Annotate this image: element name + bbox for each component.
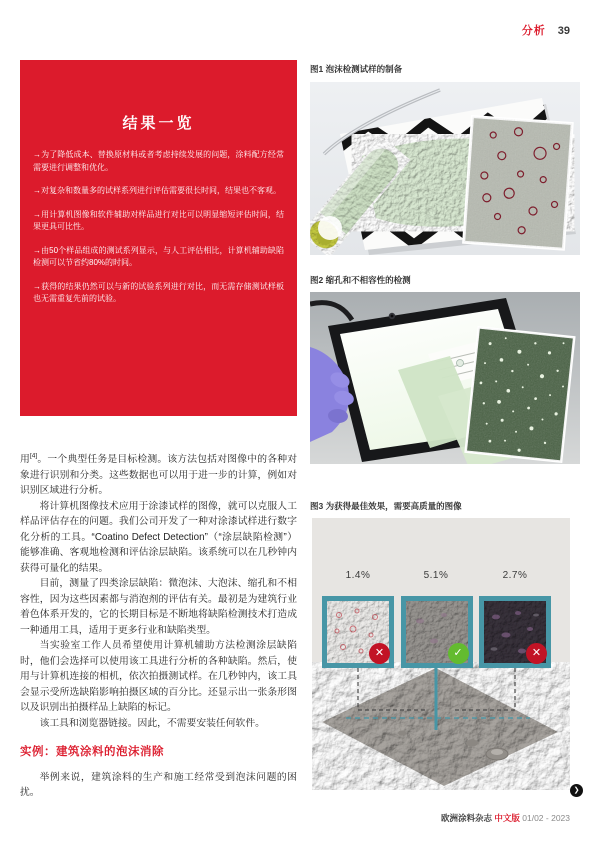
results-item: →为了降低成本、替换原材料或者考虑持续发展的问题，涂料配方经常需要进行调整和优化。	[33, 150, 284, 172]
x-icon: ✕	[369, 643, 390, 664]
issue-number: 01/02 - 2023	[522, 813, 570, 823]
x-icon: ✕	[526, 643, 547, 664]
paragraph: 当实验室工作人员希望使用计算机辅助方法检测涂层缺陷时，他们会选择可以使用该工具进行分析的各种缺陷。然后，使用与计算机连接的相机，依次拍摄测试样。在几秒钟内，该工具会显示受所选缺陷影响拍摄区域的百分比。还显示出一张条形图以及识别出拍摄样品上缺陷的标记。	[20, 640, 297, 713]
sample-image-good	[401, 596, 473, 668]
page-footer	[441, 812, 570, 824]
light-table-illustration	[310, 292, 580, 464]
figure3-caption: 图3 为获得最佳效果，需要高质量的图像	[310, 501, 462, 511]
continue-arrow-icon: ❯	[570, 784, 583, 797]
edition-label: 中文版	[494, 813, 520, 823]
page-header	[522, 22, 570, 38]
reference-marker: [4]	[30, 452, 38, 460]
paragraph: 该工具和浏览器链接。因此，不需要安装任何软件。	[39, 717, 265, 729]
article-body	[20, 452, 297, 801]
sample-image-too-dark	[479, 596, 551, 668]
figure1-caption: 图1 泡沫检测试样的制备	[310, 64, 403, 74]
paragraph-text: 用	[20, 454, 30, 465]
paragraph-text: 。一个典型任务是目标检测。该方法包括对图像中的各种对象进行识别和分类。这些数据也可以用于进一步的计算，例如对识别区域进行分析。	[20, 454, 298, 496]
figure2-photo	[310, 292, 580, 464]
paragraph: 将计算机图像技术应用于涂漆试样的图像，就可以克服人工样品评估存在的问题。我们公司开发了一种对涂漆试样进行数字化分析的工具。“Coatino Defect Detection”（“涂层缺陷检测”）能够准确、客观地检测和评估涂层缺陷。该系统可以在几秒钟内获得可量化的结果。	[20, 500, 297, 574]
figure1-photo	[310, 82, 580, 255]
section-subheading: 实例：建筑涂料的泡沫消除	[20, 746, 164, 758]
paragraph	[20, 452, 297, 499]
results-summary-box	[20, 60, 297, 416]
defect-percentage-label: 5.1%	[423, 570, 449, 581]
paragraph: 举例来说，建筑涂料的生产和施工经常受到泡沫问题的困扰。	[20, 771, 297, 798]
defect-percentage-label: 2.7%	[502, 570, 528, 581]
page-number: 39	[557, 25, 570, 37]
results-item: →获得的结果仍然可以与新的试验系列进行对比，而无需存储测试样板也无需重复先前的试验。	[33, 281, 284, 303]
sample-image-too-bright	[322, 596, 394, 668]
results-box-title: 结果一览	[122, 115, 195, 132]
figure2-caption: 图2 缩孔和不相容性的检测	[310, 275, 411, 285]
defect-percentage-label: 1.4%	[345, 570, 371, 581]
paint-roller-illustration	[310, 82, 580, 255]
journal-name: 欧洲涂料杂志	[440, 813, 492, 823]
figure3-graphic	[312, 518, 570, 790]
check-icon: ✓	[448, 643, 469, 664]
results-item: →由50个样品组成的测试系列显示，与人工评估相比，计算机辅助缺陷检测可以节省约80%的时间。	[33, 245, 284, 267]
results-item: →对复杂和数量多的试样系列进行评估需要很长时间，结果也不客观。	[33, 186, 281, 195]
results-item: →用计算机图像和软件辅助对样品进行对比可以明显缩短评估时间，结果更具可比性。	[33, 209, 284, 231]
section-label: 分析	[521, 25, 546, 37]
paragraph: 目前，测量了四类涂层缺陷：微泡沫、大泡沫、缩孔和不相容性，因为这些因素都与消泡剂的评估有关。最初是为建筑行业着色体系开发的，它的长期目标是不断地将缺陷检测技术打造成一种通用工具，适用于更多行业和缺陷类型。	[20, 578, 297, 636]
